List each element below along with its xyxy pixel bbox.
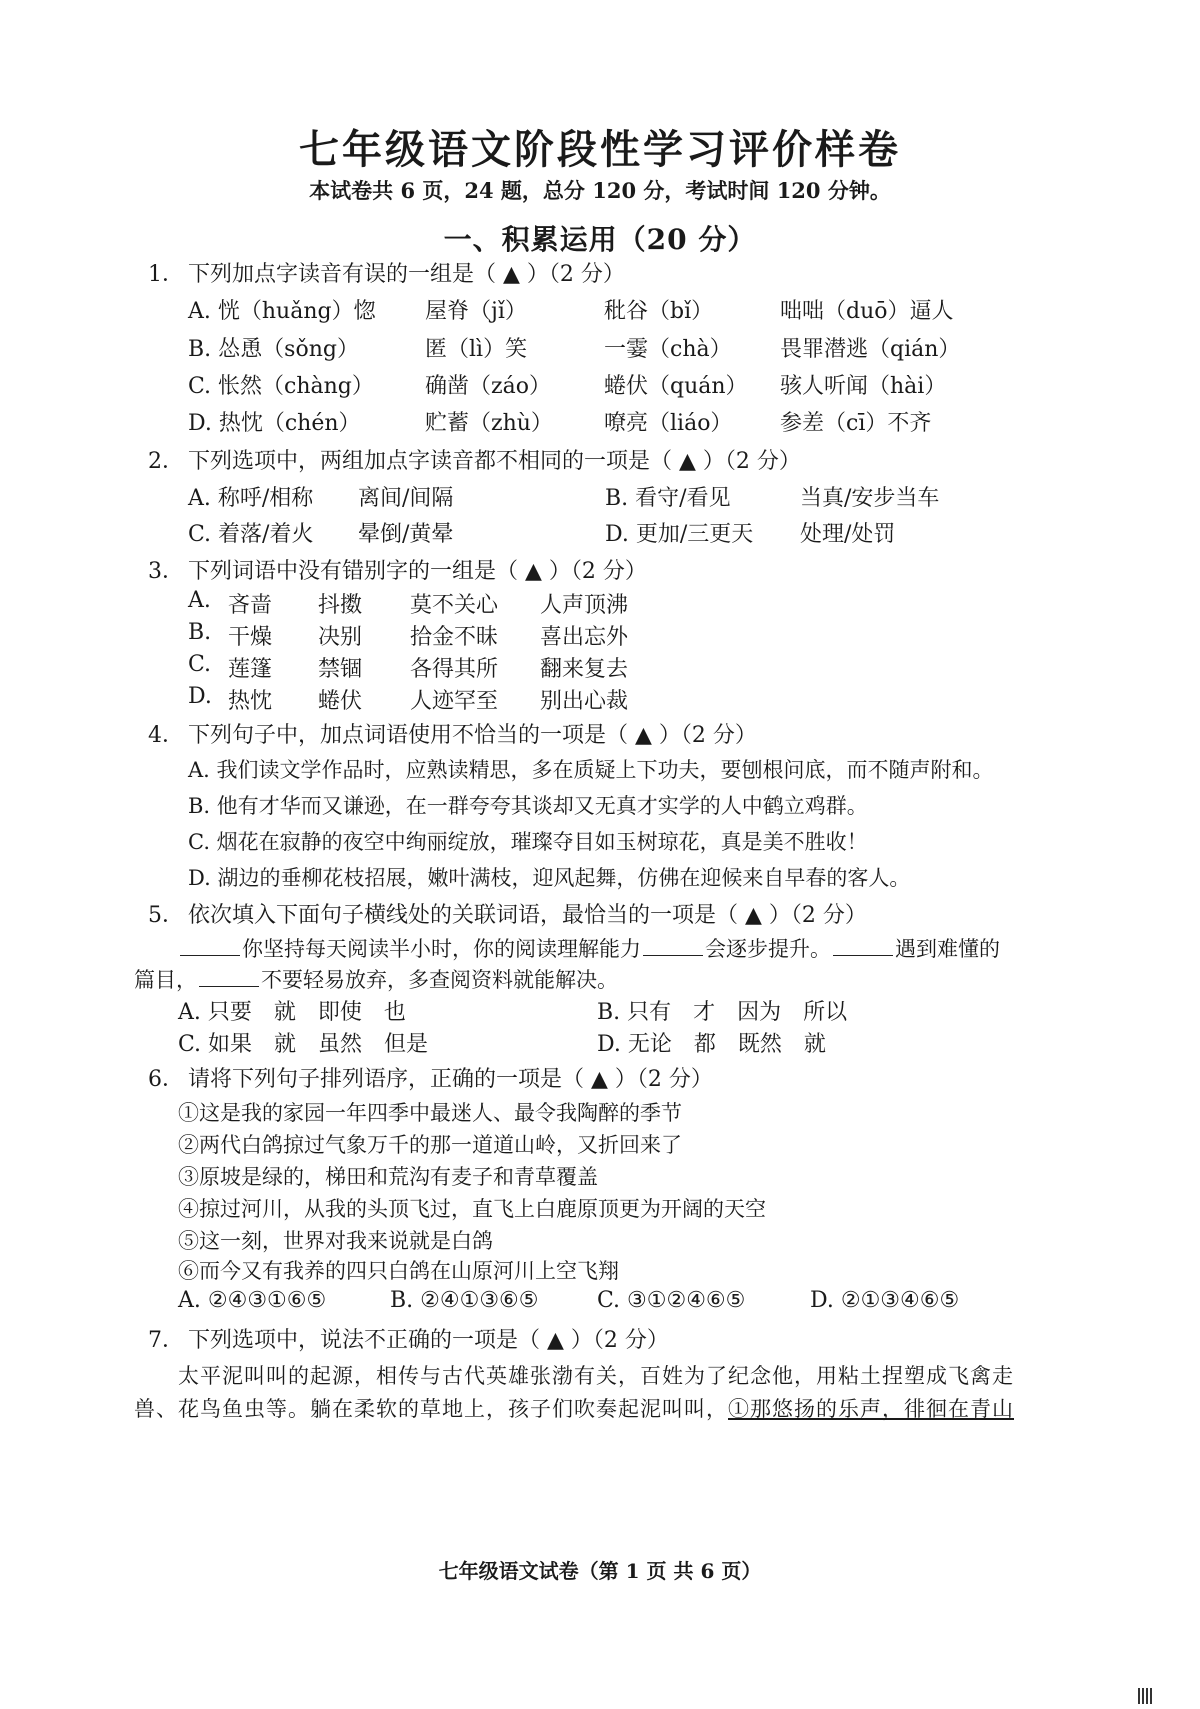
q6-option-b: B. ②④①③⑥⑤: [390, 1288, 539, 1313]
q1-option-d-4: 参差（cī）不齐: [780, 411, 932, 436]
question-number: 3．: [148, 559, 184, 584]
question-number: 6．: [148, 1067, 184, 1092]
q4-option-c: C. 烟花在寂静的夜空中绚丽绽放，璀璨夺目如玉树琼花，真是美不胜收！: [188, 830, 868, 854]
question-2: [148, 444, 801, 475]
question-7: [148, 1323, 669, 1354]
q1-option-d-1: D. 热忱（chén）: [188, 411, 361, 436]
fill-blank[interactable]: [833, 955, 893, 956]
q2-option-d-2: 处理/处罚: [800, 522, 896, 547]
q1-option-a-3: 秕谷（bǐ）: [604, 299, 714, 324]
question-text: 下列选项中，说法不正确的一项是（ ▲ ）（2 分）: [188, 1328, 669, 1353]
q3-d-label: D.: [188, 684, 212, 709]
question-text: 下列句子中，加点词语使用不恰当的一项是（ ▲ ）（2 分）: [188, 723, 757, 748]
q7-paragraph-line-1: 太平泥叫叫的起源，相传与古代英雄张渤有关，百姓为了纪念他，用粘土捏塑成飞禽走: [178, 1364, 1014, 1388]
fill-blank[interactable]: [199, 986, 259, 987]
question-number: 1．: [148, 262, 184, 287]
q6-option-d: D. ②①③④⑥⑤: [810, 1288, 960, 1313]
q3-a-2: 抖擞: [318, 593, 363, 618]
q6-sentence-6: ⑥而今又有我养的四只白鸽在山原河川上空飞翔: [178, 1259, 619, 1283]
q1-option-b-2: 匿（lì）笑: [425, 337, 528, 362]
q1-option-d-3: 嘹亮（liáo）: [604, 411, 733, 436]
q1-option-b-4: 畏罪潜逃（qián）: [780, 337, 961, 362]
q2-option-c-1: C. 着落/着火: [188, 522, 314, 547]
q1-option-c-2: 确凿（záo）: [425, 374, 551, 399]
q3-b-1: 干燥: [228, 625, 273, 650]
q6-sentence-4: ④掠过河川，从我的头顶飞过，直飞上白鹿原顶更为开阔的天空: [178, 1197, 766, 1221]
q4-option-a: A. 我们读文学作品时，应熟读精思，多在质疑上下功夫，要刨根问底，而不随声附和。: [188, 758, 994, 782]
question-6: [148, 1062, 713, 1093]
q1-option-a-4: 咄咄（duō）逼人: [780, 299, 954, 324]
question-number: 7．: [148, 1328, 184, 1353]
q2-option-b-2: 当真/安步当车: [800, 486, 940, 511]
paragraph-text: 兽、花鸟鱼虫等。躺在柔软的草地上，孩子们吹奏起泥叫叫，: [134, 1397, 728, 1421]
sentence-text: 会逐步提升。: [705, 937, 831, 961]
q6-sentence-3: ③原坡是绿的，梯田和荒沟有麦子和青草覆盖: [178, 1165, 598, 1189]
question-4: [148, 718, 757, 749]
q3-d-3: 人迹罕至: [410, 689, 499, 714]
question-1: [148, 257, 625, 288]
question-number: 2．: [148, 449, 184, 474]
q3-a-label: A.: [188, 588, 211, 613]
question-number: 5．: [148, 903, 184, 928]
q3-a-3: 莫不关心: [410, 593, 499, 618]
q3-c-label: C.: [188, 652, 212, 677]
qr-code-icon: [1138, 1688, 1154, 1704]
sentence-text: 不要轻易放弃，多查阅资料就能解决。: [261, 968, 618, 992]
q7-paragraph-line-2: [134, 1393, 1014, 1423]
q3-c-1: 莲篷: [228, 657, 273, 682]
q3-d-2: 蜷伏: [318, 689, 363, 714]
q1-option-c-4: 骇人听闻（hài）: [780, 374, 947, 399]
question-text: 下列加点字读音有误的一组是（ ▲ ）（2 分）: [188, 262, 625, 287]
q2-option-d-1: D. 更加/三更天: [605, 522, 754, 547]
q1-option-c-1: C. 怅然（chàng）: [188, 374, 374, 399]
q1-option-c-3: 蜷伏（quán）: [604, 374, 748, 399]
q3-b-3: 拾金不昧: [410, 625, 499, 650]
q6-sentence-1: ①这是我的家园一年四季中最迷人、最令我陶醉的季节: [178, 1101, 682, 1125]
q5-option-b: B. 只有 才 因为 所以: [597, 1000, 848, 1025]
section-heading: 一、积累运用（20 分）: [443, 223, 757, 256]
q6-sentence-5: ⑤这一刻，世界对我来说就是白鸽: [178, 1229, 493, 1253]
q1-option-a-1: A. 恍（huǎng）惚: [188, 299, 376, 324]
q4-option-d: D. 湖边的垂柳花枝招展，嫩叶满枝，迎风起舞，仿佛在迎候来自早春的客人。: [188, 866, 911, 890]
q2-option-c-2: 晕倒/黄晕: [358, 522, 454, 547]
q3-c-2: 禁锢: [318, 657, 363, 682]
question-text: 请将下列句子排列语序，正确的一项是（ ▲ ）（2 分）: [188, 1067, 713, 1092]
page-footer: 七年级语文试卷（第 1 页 共 6 页）: [438, 1559, 762, 1583]
q6-sentence-2: ②两代白鸽掠过气象万千的那一道道山岭，又折回来了: [178, 1133, 682, 1157]
q5-sentence-line-1: [178, 933, 1000, 963]
underlined-text: ①那悠扬的乐声，徘徊在青山: [728, 1397, 1014, 1421]
q3-b-2: 决别: [318, 625, 363, 650]
q3-c-4: 翻来复去: [540, 657, 629, 682]
q1-option-b-1: B. 怂恿（sǒng）: [188, 337, 359, 362]
question-3: [148, 554, 647, 585]
q3-a-1: 吝啬: [228, 593, 273, 618]
q5-option-d: D. 无论 都 既然 就: [597, 1032, 826, 1057]
sentence-text: 篇目，: [134, 968, 197, 992]
fill-blank[interactable]: [180, 955, 240, 956]
q3-a-4: 人声顶沸: [540, 593, 629, 618]
exam-subtitle: 本试卷共 6 页，24 题，总分 120 分，考试时间 120 分钟。: [309, 178, 891, 203]
q1-option-a-2: 屋脊（jǐ）: [425, 299, 527, 324]
q5-option-c: C. 如果 就 虽然 但是: [178, 1032, 429, 1057]
q4-option-b: B. 他有才华而又谦逊，在一群夸夸其谈却又无真才实学的人中鹤立鸡群。: [188, 794, 868, 818]
q5-option-a: A. 只要 就 即使 也: [178, 1000, 406, 1025]
q3-c-3: 各得其所: [410, 657, 499, 682]
q6-option-c: C. ③①②④⑥⑤: [597, 1288, 746, 1313]
exam-title: 七年级语文阶段性学习评价样卷: [299, 126, 901, 173]
q1-option-b-3: 一霎（chà）: [604, 337, 732, 362]
sentence-text: 你坚持每天阅读半小时，你的阅读理解能力: [242, 937, 641, 961]
q5-sentence-line-2: [134, 964, 618, 994]
sentence-text: 遇到难懂的: [895, 937, 1000, 961]
q2-option-b-1: B. 看守/看见: [605, 486, 731, 511]
q3-d-1: 热忱: [228, 689, 273, 714]
question-text: 下列选项中，两组加点字读音都不相同的一项是（ ▲ ）（2 分）: [188, 449, 801, 474]
fill-blank[interactable]: [643, 955, 703, 956]
question-text: 依次填入下面句子横线处的关联词语，最恰当的一项是（ ▲ ）（2 分）: [188, 903, 867, 928]
q1-option-d-2: 贮蓄（zhù）: [425, 411, 553, 436]
q2-option-a-1: A. 称呼/相称: [188, 486, 314, 511]
q3-b-label: B.: [188, 620, 212, 645]
q3-d-4: 别出心裁: [540, 689, 629, 714]
question-text: 下列词语中没有错别字的一组是（ ▲ ）（2 分）: [188, 559, 647, 584]
q3-b-4: 喜出忘外: [540, 625, 629, 650]
q2-option-a-2: 离间/间隔: [358, 486, 454, 511]
q6-option-a: A. ②④③①⑥⑤: [178, 1288, 327, 1313]
question-number: 4．: [148, 723, 184, 748]
question-5: [148, 898, 867, 929]
